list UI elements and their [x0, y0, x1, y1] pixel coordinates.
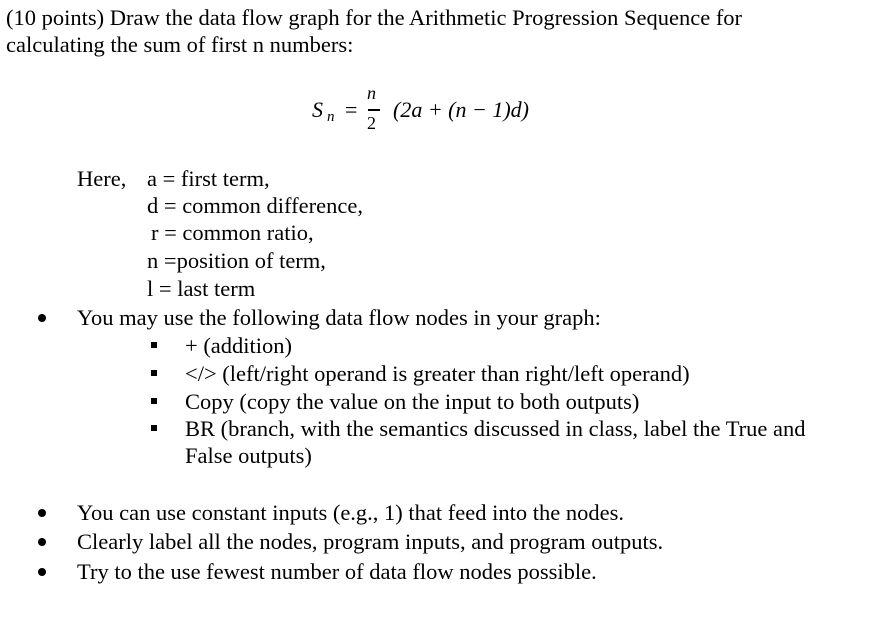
formula-equals: = [345, 97, 358, 122]
bullet-dot [38, 568, 46, 576]
definition-n: n =position of term, [147, 248, 326, 273]
node-compare: </> (left/right operand is greater than right/left operand) [185, 361, 690, 386]
node-addition: + (addition) [185, 333, 293, 358]
label-nodes-text: Clearly label all the nodes, program inputs, and program outputs. [77, 529, 664, 554]
node-branch: BR (branch, with the semantics discussed in class, label the True and [185, 416, 806, 441]
bullet-dot [38, 509, 46, 517]
formula-s: S [312, 97, 323, 122]
definition-a: a = first term, [147, 166, 270, 191]
bullet-dot [38, 538, 46, 546]
node-copy: Copy (copy the value on the input to both outputs) [185, 389, 640, 414]
sub-bullet-square [151, 342, 157, 348]
fewest-nodes-text: Try to the use fewest number of data flow nodes possible. [77, 559, 597, 584]
constant-inputs-text: You can use constant inputs (e.g., 1) that feed into the nodes. [77, 500, 624, 525]
here-label: Here, [77, 166, 127, 191]
node-branch-continued: False outputs) [185, 443, 312, 468]
question-line-1: (10 points) Draw the data flow graph for the Arithmetic Progression Sequence for [6, 5, 743, 30]
definition-r: r = common ratio, [151, 220, 314, 245]
sub-bullet-square [151, 370, 157, 376]
bullet-dot [38, 314, 46, 322]
question-line-2: calculating the sum of first n numbers: [6, 32, 354, 57]
formula-body: (2a + (n − 1)d) [393, 97, 529, 122]
nodes-intro-text: You may use the following data flow nodes in your graph: [77, 305, 601, 330]
definition-l: l = last term [147, 276, 256, 301]
formula-numerator: n [367, 83, 376, 103]
formula-denominator: 2 [367, 113, 376, 133]
sub-bullet-square [151, 398, 157, 404]
sub-bullet-square [151, 425, 157, 431]
formula-subscript-n: n [327, 109, 335, 125]
definition-d: d = common difference, [147, 193, 363, 218]
